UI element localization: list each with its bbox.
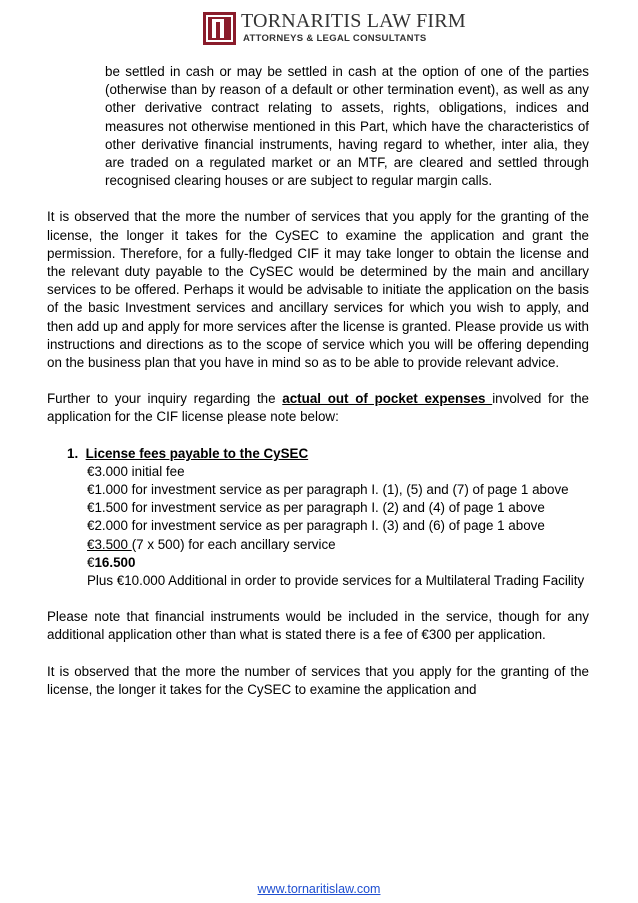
fee-line: €2.000 for investment service as per paragraph I. (3) and (6) of page 1 above bbox=[87, 518, 545, 534]
list-continuation: be settled in cash or may be settled in cash at the option of one of the parties (otherwise than by reason of a default or other termination event), as well as any other derivative contract relating to assets, rights, obligations, indices and measures not otherwise mentioned in this Part, which have the characteristics of other derivative financial instruments, having regard to whether, inter alia, they are traded on a regulated market or an MTF, are cleared and settled through recognised clearing houses or are subject to regular margin calls. bbox=[105, 64, 589, 189]
mtf-additional-fee: Plus €10.000 Additional in order to provide services for a Multilateral Trading Facility bbox=[87, 573, 585, 589]
fees-heading: 1. License fees payable to the CySEC bbox=[67, 445, 309, 461]
fee-line: €3.000 initial fee bbox=[87, 463, 185, 479]
fee-line: €1.000 for investment service as per paragraph I. (1), (5) and (7) of page 1 above bbox=[87, 482, 569, 498]
firm-subtitle: ATTORNEYS & LEGAL CONSULTANTS bbox=[243, 33, 427, 44]
paragraph-additional-application: Please note that financial instruments would be included in the service, though for any additional application other than what is stated there is a fee of €300 per application. bbox=[47, 609, 589, 643]
letterhead bbox=[203, 10, 466, 50]
paragraph-services-timing-repeat: It is observed that the more the number of services that you apply for the granting of the license, the longer it takes for the CySEC to examine the application and bbox=[47, 663, 589, 697]
paragraph-services-timing: It is observed that the more the number of services that you apply for the granting of the license, the longer it takes for the CySEC to examine the application and grant the permission. Therefore, for a fully-fledged CIF it may take longer to obtain the license and the relevant duty payable to the CySEC would be determined by the main and ancillary services to be offered. Perhaps it would be advisable to initiate the application on the basis of the basic Investment services and ancillary services for which you wish to apply, and then add up and apply for more services after the license is granted. Please provide us with instructions and directions as to the scope of service which you will be offering depending on the business plan that you have in mind so as to be able to provide relevant advice. bbox=[47, 209, 589, 371]
fee-line: €3.500 (7 x 500) for each ancillary service bbox=[87, 536, 336, 552]
document-body bbox=[47, 63, 589, 699]
expenses-emphasis: actual out of pocket expenses bbox=[282, 391, 493, 407]
fee-line: €1.500 for investment service as per paragraph I. (2) and (4) of page 1 above bbox=[87, 500, 545, 516]
website-link[interactable]: www.tornaritislaw.com bbox=[257, 882, 381, 896]
license-fees-list bbox=[67, 445, 589, 572]
paragraph-expenses-intro: Further to your inquiry regarding the actual out of pocket expenses involved for the application for the CIF license please note below: bbox=[47, 391, 589, 425]
footer bbox=[0, 882, 638, 896]
fee-total: €16.500 bbox=[87, 554, 136, 570]
firm-name: TORNARITIS LAW FIRM bbox=[241, 10, 466, 32]
firm-logo-icon bbox=[203, 12, 236, 45]
